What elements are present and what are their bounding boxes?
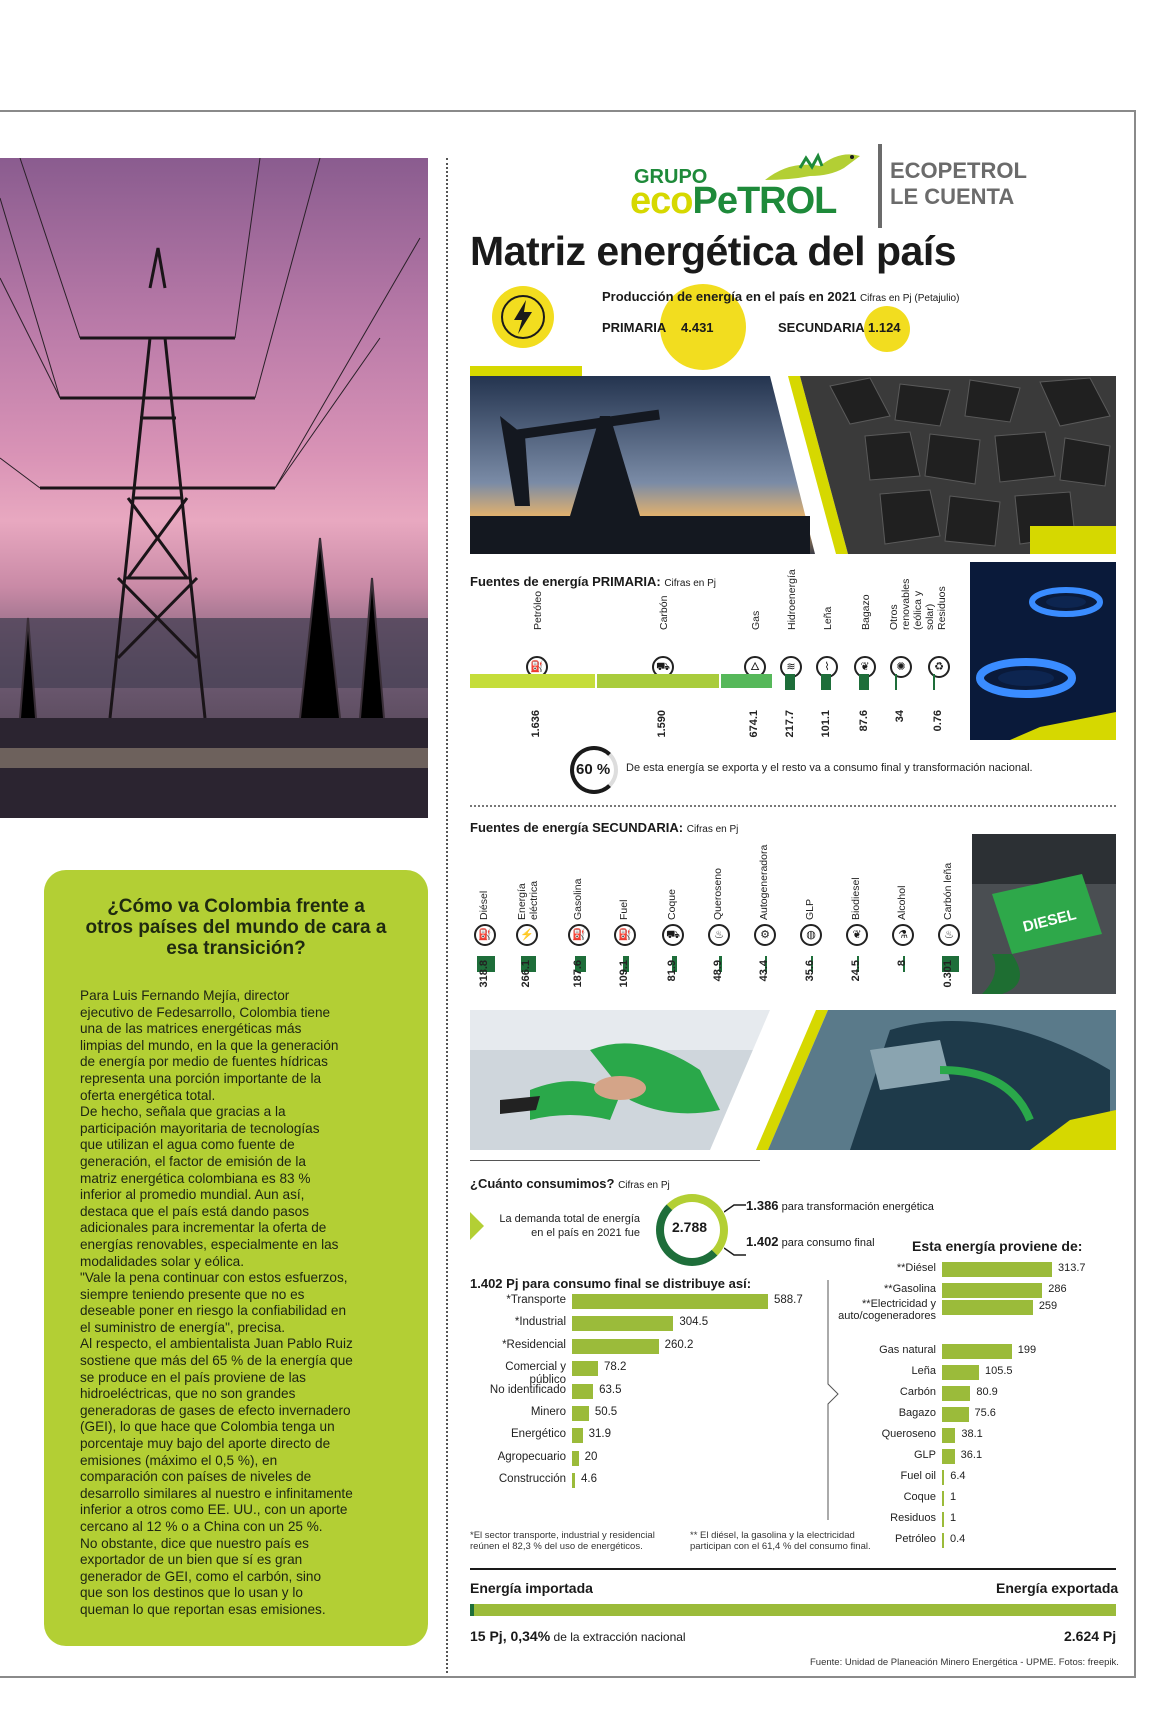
final-use-value: 78.2 (604, 1361, 627, 1374)
transform-line (746, 1198, 934, 1213)
primary-label-2: Gas (750, 610, 762, 630)
consumption-title (470, 1176, 670, 1191)
consumption-unit: Cifras en Pj (618, 1180, 670, 1191)
source-energy-title: Esta energía proviene de: (912, 1238, 1083, 1254)
source-energy-bar (942, 1407, 969, 1422)
final-use-chart (470, 1294, 850, 1524)
dam-icon: ≋ (780, 656, 802, 678)
secondary-label-3: Fuel (618, 899, 630, 920)
final-use-bar (572, 1473, 575, 1488)
primary-value: 4.431 (681, 320, 714, 335)
sidebar-title: ¿Cómo va Colombia frente a otros países del mundo de cara a esa transición? (85, 896, 387, 959)
primary-label-6: Otros renovables (eólica y solar) (888, 578, 936, 630)
primary-label-1: Carbón (658, 595, 670, 630)
imported-line (470, 1628, 686, 1644)
production-title-text: Producción de energía en el país en 2021 (602, 289, 857, 304)
primary-bar-2 (721, 674, 771, 688)
logo-tagline-line1: ECOPETROL (890, 158, 1027, 183)
source-energy-bar (942, 1344, 1012, 1359)
primary-label-7: Residuos (936, 586, 948, 630)
source-energy-label: Leña (911, 1365, 936, 1377)
source-energy-bar (942, 1533, 944, 1548)
final-use-label: Construcción (498, 1473, 566, 1486)
charcoal-icon: ♨ (938, 924, 960, 946)
production-unit: Cifras en Pj (Petajulio) (859, 293, 960, 304)
source-energy-label: Residuos (890, 1512, 936, 1524)
primary-bar-6 (895, 674, 897, 690)
source-energy-value: 259 (1038, 1300, 1058, 1312)
primary-value-3: 217.7 (784, 710, 796, 738)
source-energy-label: Queroseno (881, 1428, 936, 1440)
final-use-value: 20 (584, 1450, 598, 1463)
final-use-value: 63.5 (599, 1383, 622, 1396)
secondary-label-0: Diésel (478, 890, 490, 920)
secondary-value-4: 81.9 (666, 960, 678, 982)
secondary-title-text: Fuentes de energía SECUNDARIA: (470, 820, 684, 835)
source-energy-label: Coque (903, 1491, 936, 1503)
source-energy-bar (942, 1386, 970, 1401)
secondary-label-8: Biodiesel (850, 877, 862, 920)
final-use-bar (572, 1361, 598, 1376)
final-use-bar (572, 1384, 593, 1399)
page-frame-top (0, 110, 1136, 112)
transform-value: 1.386 (746, 1198, 779, 1213)
final-use-value: 588.7 (774, 1294, 803, 1306)
column-divider (446, 158, 448, 1673)
kerosene-icon: ♨ (708, 924, 730, 946)
final-use-label: *Industrial (514, 1316, 566, 1329)
sugarcane-icon: ❦ (854, 656, 876, 678)
source-energy-label: GLP (913, 1449, 936, 1461)
production-title (602, 289, 959, 304)
bracket-lines (724, 1200, 746, 1260)
logo-tagline (890, 158, 1027, 210)
final-use-label: *Residencial (502, 1338, 566, 1351)
source-energy-value: 105.5 (984, 1365, 1013, 1377)
primary-value-7: 0.76 (932, 710, 944, 732)
renewable-icon: ✺ (890, 656, 912, 678)
section-divider (470, 805, 1116, 807)
coal-cart-icon: ⛟ (652, 656, 674, 678)
final-use-label: Energético (511, 1428, 566, 1441)
secondary-label-2: Gasolina (572, 878, 584, 920)
source-energy-label: Petróleo (895, 1533, 936, 1545)
final-use-value: 31.9 (588, 1428, 611, 1441)
source-energy-value: 36.1 (960, 1449, 983, 1461)
exported-title: Energía exportada (996, 1580, 1119, 1596)
consumption-rule (470, 1160, 760, 1161)
primary-label: PRIMARIA (602, 320, 667, 335)
source-energy-value: 1 (950, 1512, 957, 1524)
primary-chart (470, 560, 990, 740)
secondary-label-6: Autogeneradora (758, 844, 770, 920)
trade-bar (470, 1604, 1116, 1616)
source-energy-bar (942, 1262, 1052, 1277)
transform-label: para transformación energética (781, 1201, 934, 1213)
final-use-label: *Transporte (506, 1294, 566, 1306)
secondary-value-8: 24.5 (850, 960, 862, 982)
source-energy-value: 6.4 (950, 1470, 966, 1482)
source-energy-label: Gas natural (879, 1344, 936, 1356)
imported-note: de la extracción nacional (553, 1630, 686, 1644)
export-pct: 60 % (576, 761, 611, 778)
secondary-label-10: Carbón leña (942, 862, 954, 920)
gas-flame-icon: 🜂 (744, 656, 766, 678)
final-value: 1.402 (746, 1234, 779, 1249)
logo-grupo: GRUPO (634, 166, 708, 188)
primary-label-3: Hidroenergía (786, 569, 798, 630)
export-note: De esta energía se exporta y el resto va a consumo final y transformación nacional. (626, 762, 1033, 774)
source-energy-label: **Electricidad y auto/cogeneradores (838, 1298, 936, 1322)
source-energy-bar (942, 1491, 944, 1506)
sidebar-body: Para Luis Fernando Mejía, director ejecutivo de Fedesarrollo, Colombia tiene una de las matrices energéticas más limpias del mundo, en la que la generación de energía por medio de fuentes hídricas representa una porción importante de la oferta energética total. De hecho, señala que gracias a la participación mayoritaria de tecnologías que utilizan el agua como fuente de generación, el factor de emisión de la matriz energética colombiana es 83 % inferior al promedio mundial. Aun así, destaca que el país está dando pasos adicionales para incrementar la oferta de energías renovables, especialmente en las modalidades solar y eólica. "Vale la pena continuar con estos esfuerzos, siempre teniendo presente que no es deseable poner en riesgo la confiabilidad en el suministro de energía", precisa. Al respecto, el ambientalista Juan Pablo Ruiz sostiene que más del 65 % de la energía que se produce en el país proviene de las hidroeléctricas, que no son grandes generadoras de gases de efecto invernadero (GEI), lo que hace que Colombia tenga un porcentaje muy bajo del aporte directo de emisiones (máximo el 0,5 %), en comparación con países de niveles de desarrollo similares al nuestro e infinitamente inferior a otros como EE. UU., con un aporte cercano al 12 % o a China con un 25 %. No obstante, dice que nuestro país es exportador de un bien que sí es gran generador de GEI, como el carbón, sino que son los destinos que lo usan y lo queman lo que reportan esas emisiones. (80, 988, 353, 1617)
secondary-value-0: 318.8 (478, 960, 490, 988)
primary-bar-4 (821, 674, 831, 690)
secondary-label: SECUNDARIA (778, 320, 865, 335)
gasoline-icon: ⛽ (568, 924, 590, 946)
source-energy-bar (942, 1283, 1042, 1298)
fuel-pump-icon: ⛽ (474, 924, 496, 946)
final-use-label: Comercial y público (505, 1361, 566, 1387)
final-use-bar (572, 1294, 768, 1309)
waste-icon: ♻ (928, 656, 950, 678)
final-use-value: 304.5 (679, 1316, 709, 1329)
source-credit: Fuente: Unidad de Planeación Minero Energética - UPME. Fotos: freepik. (810, 1657, 1119, 1668)
secondary-label-7: GLP (804, 898, 816, 920)
primary-title-text: Fuentes de energía PRIMARIA: (470, 574, 661, 589)
secondary-label-1: Energía eléctrica (516, 880, 540, 920)
page-title: Matriz energética del país (470, 228, 957, 274)
source-energy-chart (838, 1262, 1126, 1562)
secondary-value-10: 0.301 (942, 960, 954, 988)
primary-value-1: 1.590 (656, 710, 668, 738)
demand-text: La demanda total de energía en el país en 2021 fue (499, 1213, 640, 1239)
source-energy-value: 1 (950, 1491, 957, 1503)
logo-divider (878, 144, 882, 228)
final-use-bar (572, 1428, 583, 1443)
primary-bar-5 (859, 674, 869, 690)
trade-rule (470, 1568, 1116, 1570)
secondary-value-7: 35.6 (804, 960, 816, 982)
secondary-unit: Cifras en Pj (686, 824, 739, 835)
final-use-label: Agropecuario (497, 1450, 566, 1463)
source-energy-value: 313.7 (1058, 1262, 1086, 1274)
lightning-bolt-icon (492, 286, 554, 348)
final-use-label: Minero (530, 1406, 566, 1418)
imported-title: Energía importada (470, 1580, 593, 1596)
fueling-and-ev-photos (470, 1010, 1116, 1150)
secondary-value-5: 48.9 (712, 960, 724, 982)
source-energy-value: 75.6 (974, 1407, 996, 1419)
primary-bar-0 (470, 674, 595, 688)
final-use-bar (572, 1406, 589, 1421)
source-energy-value: 0.4 (950, 1533, 966, 1545)
final-use-value: 260.2 (664, 1338, 694, 1351)
imported-bar (470, 1604, 474, 1616)
final-use-label: No identificado (489, 1383, 566, 1396)
secondary-value: 1.124 (868, 320, 901, 335)
source-energy-label: Fuel oil (900, 1470, 936, 1482)
source-energy-value: 38.1 (961, 1428, 983, 1440)
sidebar-box (44, 870, 428, 1646)
arrow-icon (470, 1212, 484, 1240)
logo-eco: eco (630, 180, 693, 222)
diesel-nozzle-photo (972, 834, 1116, 994)
primary-bar-1 (597, 674, 719, 688)
gas-stove-photo (970, 562, 1116, 740)
firewood-icon: ⌇ (816, 656, 838, 678)
logo-tagline-line2: LE CUENTA (890, 184, 1015, 209)
fuel-icon: ⛽ (614, 924, 636, 946)
source-energy-footnote: ** El diésel, la gasolina y la electricidad participan con el 61,4 % del consumo final. (690, 1530, 871, 1552)
source-energy-value: 286 (1048, 1283, 1067, 1295)
imported-value: 15 Pj, 0,34% (470, 1628, 551, 1644)
source-energy-bar (942, 1449, 955, 1464)
secondary-value-9: 8 (896, 960, 908, 967)
final-use-value: 4.6 (581, 1473, 597, 1486)
final-use-title: 1.402 Pj para consumo final se distribuye así: (470, 1276, 752, 1291)
primary-value-2: 674.1 (748, 710, 760, 738)
primary-bar-7 (933, 674, 935, 690)
source-energy-bar (942, 1512, 944, 1527)
source-energy-bar (942, 1365, 979, 1380)
biodiesel-icon: ❦ (846, 924, 868, 946)
final-line (746, 1234, 875, 1249)
oil-and-coal-photos (470, 376, 1116, 554)
final-use-bar (572, 1339, 659, 1354)
final-use-bar (572, 1316, 673, 1331)
coke-icon: ⛟ (662, 924, 684, 946)
primary-value-6: 34 (894, 710, 906, 723)
exported-value: 2.624 Pj (1064, 1628, 1117, 1644)
source-energy-bar (942, 1300, 1033, 1315)
total-demand: 2.788 (672, 1219, 708, 1235)
secondary-label-4: Coque (666, 889, 678, 920)
primary-value-0: 1.636 (530, 710, 542, 738)
primary-label-4: Leña (822, 606, 834, 630)
bolt-badge (492, 286, 554, 348)
primary-value-5: 87.6 (858, 710, 870, 732)
secondary-chart (470, 820, 970, 1000)
oil-barrel-icon: ⛽ (526, 656, 548, 678)
secondary-value-6: 43.4 (758, 960, 770, 982)
final-use-value: 50.5 (594, 1406, 618, 1418)
primary-value-4: 101.1 (820, 710, 832, 738)
page-frame-right (1134, 110, 1136, 1678)
primary-unit: Cifras en Pj (664, 578, 717, 589)
source-energy-label: Bagazo (898, 1407, 936, 1419)
logo-petrol: PeTROL (692, 180, 837, 222)
secondary-value-1: 266.1 (520, 960, 532, 988)
source-energy-bar (942, 1470, 944, 1485)
primary-bar-3 (785, 674, 795, 690)
source-energy-value: 199 (1017, 1344, 1037, 1356)
source-energy-value: 80.9 (976, 1386, 998, 1398)
source-energy-label: **Diésel (896, 1262, 936, 1274)
source-energy-bar (942, 1428, 955, 1443)
logo-wordmark (630, 180, 836, 223)
primary-label-0: Petróleo (532, 590, 544, 630)
power-towers-photo (0, 158, 428, 818)
final-label: para consumo final (781, 1237, 875, 1249)
consumption-title-text: ¿Cuánto consumimos? (470, 1176, 615, 1191)
electric-icon: ⚡ (516, 924, 538, 946)
page-frame-bottom (0, 1676, 1136, 1678)
diesel-sign: DIESEL (1021, 906, 1078, 936)
final-use-bar (572, 1451, 579, 1466)
secondary-value-2: 187.6 (572, 960, 584, 988)
generator-icon: ⚙ (754, 924, 776, 946)
secondary-label-9: Alcohol (896, 885, 908, 920)
secondary-value-3: 109.1 (618, 960, 630, 988)
lpg-icon: ◍ (800, 924, 822, 946)
source-energy-label: Carbón (899, 1386, 936, 1398)
primary-label-5: Bagazo (860, 594, 872, 630)
source-energy-label: **Gasolina (884, 1283, 936, 1295)
final-use-footnote: *El sector transporte, industrial y residencial reúnen el 82,3 % del uso de energéticos. (470, 1530, 655, 1552)
secondary-label-5: Queroseno (712, 868, 724, 920)
alcohol-icon: ⚗ (892, 924, 914, 946)
